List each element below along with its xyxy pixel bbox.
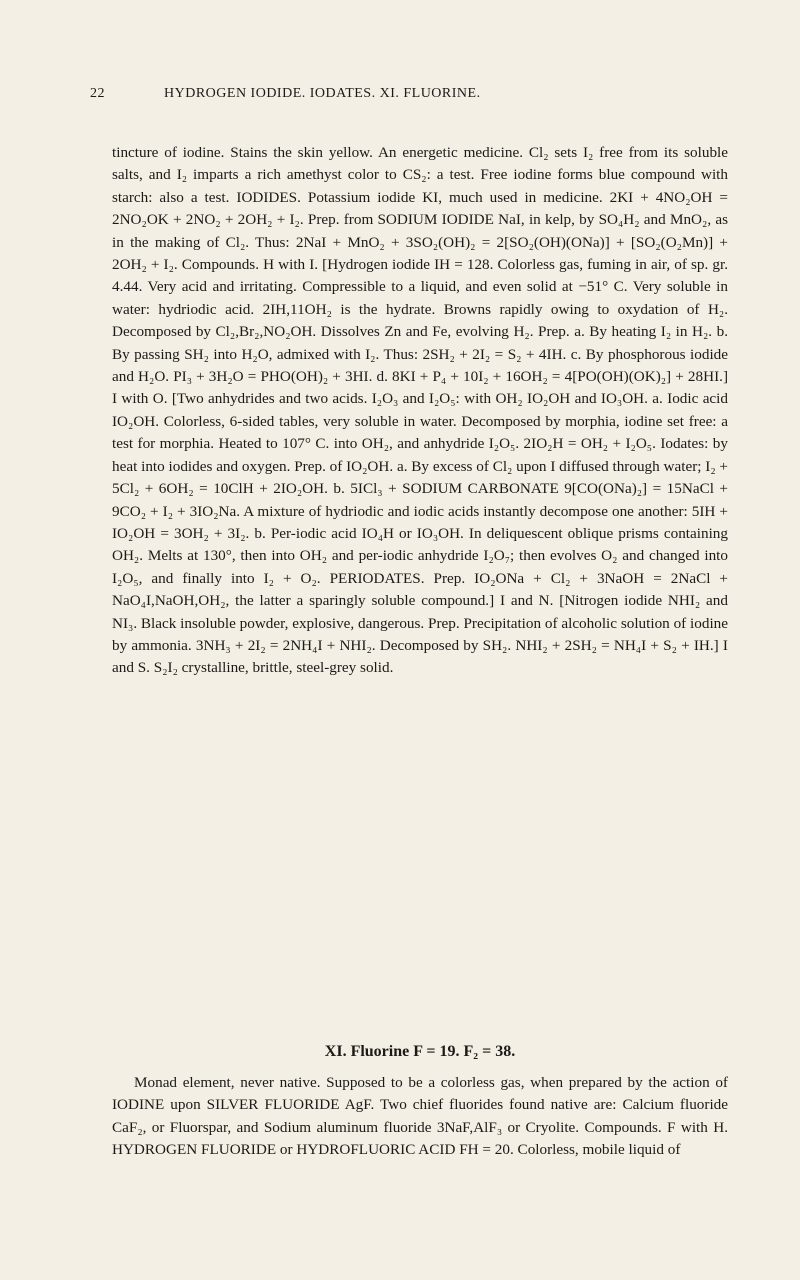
body-text	[112, 142, 728, 680]
section-heading: XI. Fluorine F = 19. F₂ = 38.	[324, 1043, 516, 1060]
page-header	[90, 86, 710, 108]
section-paragraph: Monad element, never native. Supposed to be a colorless gas, when prepared by the action of IODINE upon SILVER FLUORIDE AgF. Two chief fluorides found native are: Calcium fluoride CaF₂, or Fluorspar, and Sodium aluminum fluoride 3NaF,AlF₃ or Cryolite. Compounds. F with H. HYDROGEN FLUORIDE or HYDROFLUORIC ACID FH = 20. Colorless, mobile liquid of	[112, 1074, 728, 1159]
section-body	[112, 1072, 728, 1162]
body-paragraph: tincture of iodine. Stains the skin yellow. An energetic medicine. Cl₂ sets I₂ free from its soluble salts, and I₂ imparts a rich amethyst color to CS₂: a test. Free iodine forms blue compound with starch: also a test. IODIDES. Potassium iodide KI, much used in medicine. 2KI + 4NO₂OH = 2NO₂OK + 2NO₂ + 2OH₂ + I₂. Prep. from SODIUM IODIDE NaI, in kelp, by SO₄H₂ and MnO₂, as in the making of Cl₂. Thus: 2NaI + MnO₂ + 3SO₂(OH)₂ = 2[SO₂(OH)(ONa)] + [SO₂(O₂Mn)] + 2OH₂ + I₂. Compounds. H with I. [Hydrogen iodide IH = 128. Colorless gas, fuming in air, of sp. gr. 4.44. Very acid and irritating. Compressible to a liquid, and even solid at −51° C. Very soluble in water: hydriodic acid. 2IH,11OH₂ is the hydrate. Browns rapidly owing to oxydation of H₂. Decomposed by Cl₂,Br₂,NO₂OH. Dissolves Zn and Fe, evolving H₂. Prep. a. By heating I₂ in H₂. b. By passing SH₂ into H₂O, admixed with I₂. Thus: 2SH₂ + 2I₂ = S₂ + 4IH. c. By phosphorous iodide and H₂O. PI₃ + 3H₂O = PHO(OH)₂ + 3HI. d. 8KI + P₄ + 10I₂ + 16OH₂ = 4[PO(OH)(OK)₂] + 28HI.] I with O. [Two anhydrides and two acids. I₂O₃ and I₂O₅: with OH₂ IO₂OH and IO₃OH. a. Iodic acid IO₂OH. Colorless, 6-sided tables, very soluble in water. Decomposed by morphia, iodine set free: a test for morphia. Heated to 107° C. into OH₂, and anhydride I₂O₅. 2IO₂H = OH₂ + I₂O₅. Iodates: by heat into iodides and oxygen. Prep. of IO₂OH. a. By excess of Cl₂ upon I diffused through water; I₂ + 5Cl₂ + 6OH₂ = 10ClH + 2IO₂OH. b. 5ICl₃ + SODIUM CARBONATE 9[CO(ONa)₂] = 15NaCl + 9CO₂ + I₂ + 3IO₂Na. A mixture of hydriodic and iodic acids instantly decompose one another: 5IH + IO₂OH = 3OH₂ + 3I₂. b. Per-iodic acid IO₄H or IO₃OH. In deliquescent oblique prisms containing OH₂. Melts at 130°, then into OH₂ and per-iodic anhydride I₂O₇; then evolves O₂ and changed into I₂O₅, and finally into I₂ + O₂. PERIODATES. Prep. IO₂ONa + Cl₂ + 3NaOH = 2NaCl + NaO₄I,NaOH,OH₂, the latter a sparingly soluble compound.] I and N. [Nitrogen iodide NHI₂ and NI₃. Black insoluble powder, explosive, dangerous. Prep. Precipitation of alcoholic solution of iodine by ammonia. 3NH₃ + 2I₂ = 2NH₄I + NHI₂. Decomposed by SH₂. NHI₂ + 2SH₂ = NH₄I + S₂ + IH.] I and S. S₂I₂ crystalline, brittle, steel-grey solid.	[112, 144, 728, 677]
running-title: HYDROGEN IODIDE. IODATES. XI. FLUORINE.	[164, 86, 481, 101]
page-number: 22	[90, 86, 105, 101]
